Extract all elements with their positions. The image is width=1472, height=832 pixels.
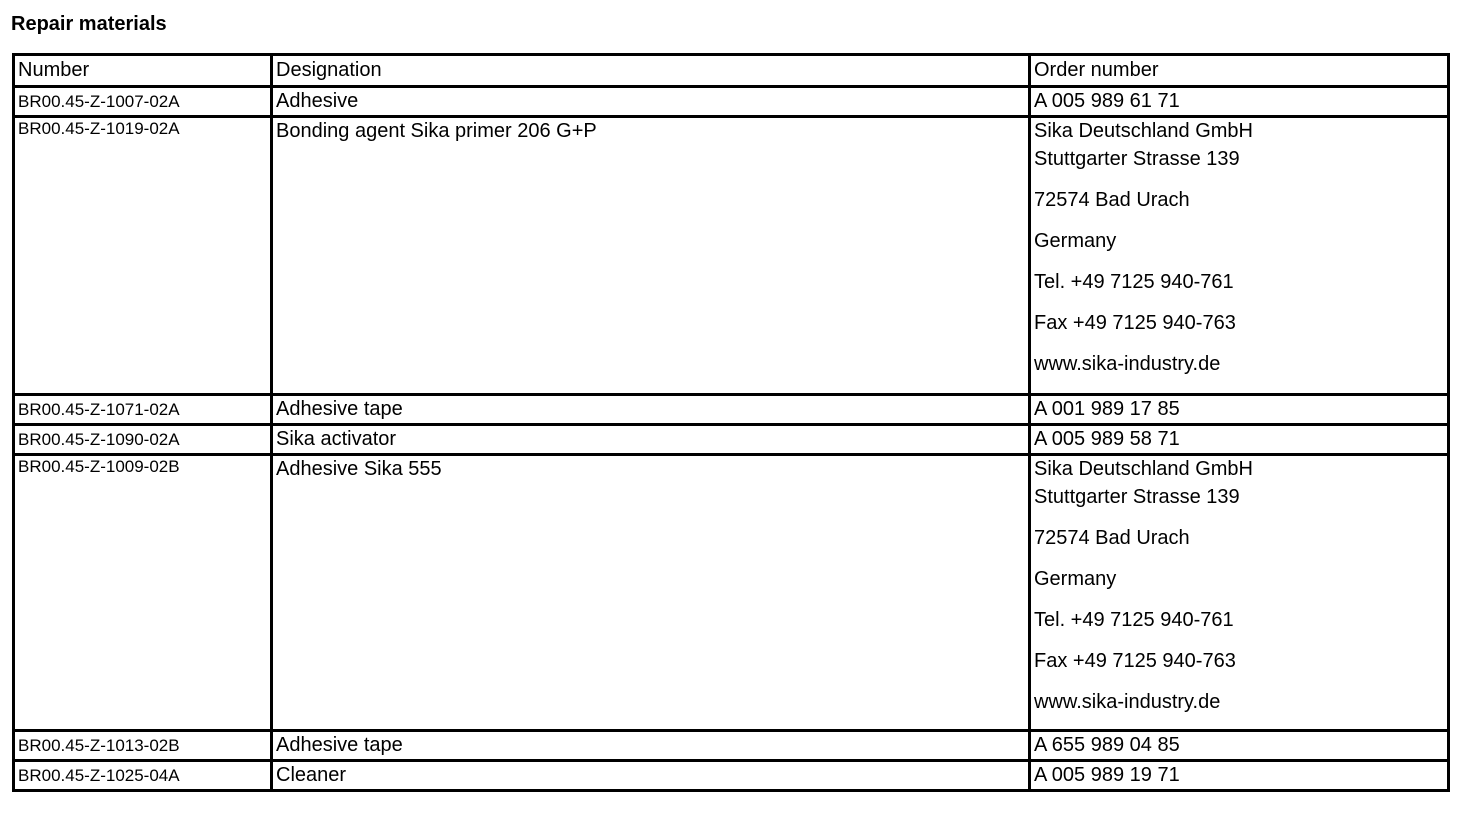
cell-number: BR00.45-Z-1013-02B: [14, 731, 272, 761]
address-city: 72574 Bad Urach: [1034, 527, 1190, 549]
table-row: [14, 425, 1449, 455]
cell-number: BR00.45-Z-1007-02A: [14, 87, 272, 117]
address-company: Sika Deutschland GmbH: [1034, 458, 1253, 480]
table-header-row: [14, 55, 1449, 87]
cell-designation: Adhesive tape: [272, 731, 1030, 761]
cell-designation: Bonding agent Sika primer 206 G+P: [272, 117, 1030, 395]
cell-order-number: A 005 989 58 71: [1030, 425, 1449, 455]
cell-designation: Cleaner: [272, 761, 1030, 791]
address-fax: Fax +49 7125 940-763: [1034, 650, 1236, 672]
cell-number: BR00.45-Z-1009-02B: [14, 455, 272, 731]
page-title: Repair materials: [11, 13, 167, 35]
table-row: [14, 87, 1449, 117]
cell-order-number: A 001 989 17 85: [1030, 395, 1449, 425]
address-city: 72574 Bad Urach: [1034, 189, 1190, 211]
address-country: Germany: [1034, 568, 1117, 590]
cell-designation: Adhesive: [272, 87, 1030, 117]
table-row: [14, 761, 1449, 791]
cell-number: BR00.45-Z-1025-04A: [14, 761, 272, 791]
address-website: www.sika-industry.de: [1034, 691, 1221, 713]
table-row: [14, 455, 1449, 731]
column-header-designation: Designation: [272, 55, 1030, 87]
address-country: Germany: [1034, 230, 1117, 252]
cell-order-address: [1030, 117, 1449, 395]
cell-number: BR00.45-Z-1019-02A: [14, 117, 272, 395]
table-row: [14, 731, 1449, 761]
address-phone: Tel. +49 7125 940-761: [1034, 271, 1234, 293]
column-header-number: Number: [14, 55, 272, 87]
address-website: www.sika-industry.de: [1034, 353, 1221, 375]
cell-order-number: A 655 989 04 85: [1030, 731, 1449, 761]
address-company: Sika Deutschland GmbH: [1034, 120, 1253, 142]
cell-designation: Adhesive tape: [272, 395, 1030, 425]
address-street: Stuttgarter Strasse 139: [1034, 486, 1240, 508]
cell-order-address: [1030, 455, 1449, 731]
cell-designation: Sika activator: [272, 425, 1030, 455]
table-row: [14, 395, 1449, 425]
cell-number: BR00.45-Z-1090-02A: [14, 425, 272, 455]
table-row: [14, 117, 1449, 395]
address-phone: Tel. +49 7125 940-761: [1034, 609, 1234, 631]
cell-order-number: A 005 989 61 71: [1030, 87, 1449, 117]
cell-order-number: A 005 989 19 71: [1030, 761, 1449, 791]
cell-number: BR00.45-Z-1071-02A: [14, 395, 272, 425]
repair-materials-table: [12, 53, 1450, 792]
column-header-order-number: Order number: [1030, 55, 1449, 87]
address-fax: Fax +49 7125 940-763: [1034, 312, 1236, 334]
cell-designation: Adhesive Sika 555: [272, 455, 1030, 731]
address-street: Stuttgarter Strasse 139: [1034, 148, 1240, 170]
